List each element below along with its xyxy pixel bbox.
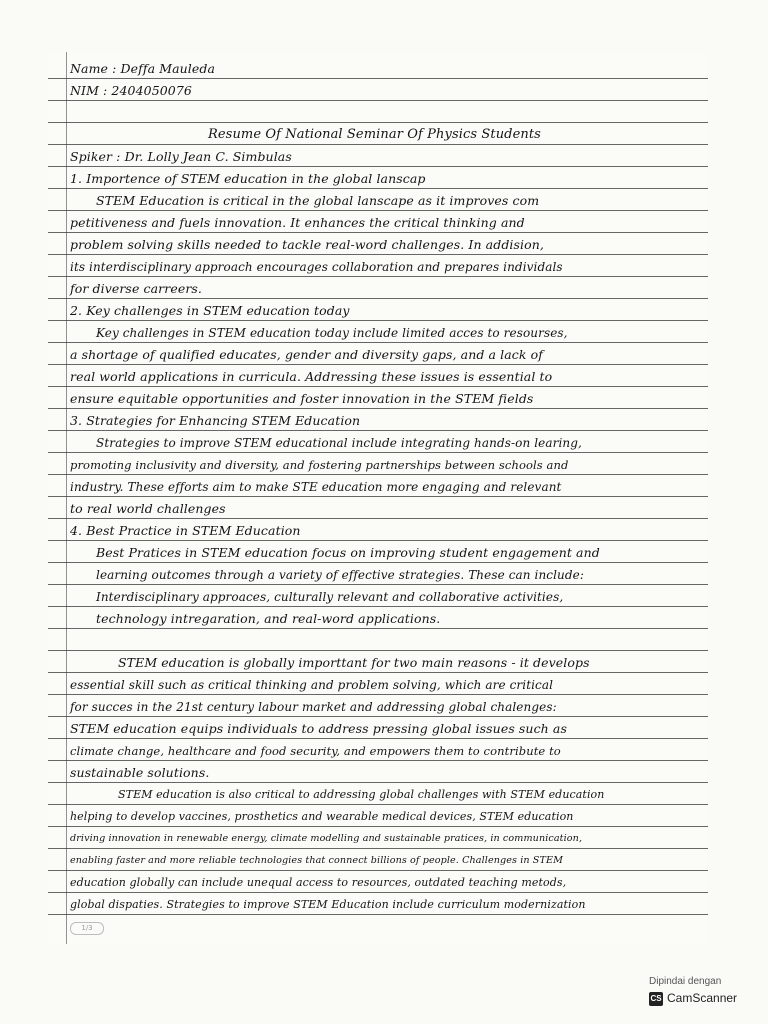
camscanner-logo-icon: CS xyxy=(649,992,663,1006)
text-line: STEM education is also critical to addressing global challenges with STEM education xyxy=(118,788,605,801)
text-line: driving innovation in renewable energy, climate modelling and sustainable pratices, in communication, xyxy=(70,833,583,844)
camscanner-watermark xyxy=(645,976,755,1012)
section-heading-1: 1. Importence of STEM education in the global lanscap xyxy=(70,171,426,186)
nim-line: NIM : 2404050076 xyxy=(70,83,192,98)
text-line: industry. These efforts aim to make STE education more engaging and relevant xyxy=(70,480,562,494)
text-line: Strategies to improve STEM educational include integrating hands-on learing, xyxy=(96,436,582,450)
text-line: real world applications in curricula. Addressing these issues is essential to xyxy=(70,369,553,384)
text-line: learning outcomes through a variety of effective strategies. These can include: xyxy=(96,568,585,582)
text-line: a shortage of qualified educates, gender and diversity gaps, and a lack of xyxy=(70,347,543,362)
text-line: helping to develop vaccines, prosthetics and wearable medical devices, STEM education xyxy=(70,810,574,823)
section-heading-4: 4. Best Practice in STEM Education xyxy=(70,523,301,538)
text-line: petitiveness and fuels innovation. It enhances the critical thinking and xyxy=(70,215,525,230)
text-line: Interdisciplinary approaces, culturally relevant and collaborative activities, xyxy=(96,590,564,604)
notebook-page xyxy=(48,52,708,944)
text-line: STEM education equips individuals to address pressing global issues such as xyxy=(70,721,567,736)
text-line: sustainable solutions. xyxy=(70,765,210,780)
scanner-caption: Dipindai dengan xyxy=(649,976,722,987)
section-heading-2: 2. Key challenges in STEM education today xyxy=(70,303,350,318)
text-line: for succes in the 21st century labour market and addressing global chalenges: xyxy=(70,700,557,714)
document-title: Resume Of National Seminar Of Physics Students xyxy=(208,127,541,142)
text-line: STEM Education is critical in the global lanscape as it improves com xyxy=(96,193,540,208)
text-line: ensure equitable opportunities and foster innovation in the STEM fields xyxy=(70,391,534,406)
text-line: Key challenges in STEM education today include limited acces to resourses, xyxy=(96,326,568,340)
text-line: its interdisciplinary approach encourages collaboration and prepares individals xyxy=(70,260,563,274)
text-line: enabling faster and more reliable technologies that connect billions of people. Challenges in STEM xyxy=(70,855,563,866)
text-line: to real world challenges xyxy=(70,501,226,516)
section-heading-3: 3. Strategies for Enhancing STEM Education xyxy=(70,413,361,428)
text-line: for diverse carreers. xyxy=(70,281,202,296)
speaker-line: Spiker : Dr. Lolly Jean C. Simbulas xyxy=(70,149,292,164)
name-line: Name : Deffa Mauleda xyxy=(70,61,216,76)
text-line: Best Pratices in STEM education focus on improving student engagement and xyxy=(96,545,600,560)
text-line: problem solving skills needed to tackle real-word challenges. In addision, xyxy=(70,237,544,252)
text-line: technology intregaration, and real-word applications. xyxy=(96,611,441,626)
text-line: essential skill such as critical thinking and problem solving, which are critical xyxy=(70,678,554,692)
text-line: promoting inclusivity and diversity, and fostering partnerships between schools and xyxy=(70,458,569,472)
page-number: 1/3 xyxy=(70,922,104,935)
text-line: STEM education is globally importtant for two main reasons - it develops xyxy=(118,655,590,670)
text-line: education globally can include unequal access to resources, outdated teaching metods, xyxy=(70,876,567,889)
text-line: climate change, healthcare and food security, and empowers them to contribute to xyxy=(70,744,561,758)
margin-line xyxy=(66,52,67,944)
text-line: global dispaties. Strategies to improve STEM Education include curriculum modernization xyxy=(70,898,586,911)
scanner-brand: CamScanner xyxy=(667,991,738,1005)
